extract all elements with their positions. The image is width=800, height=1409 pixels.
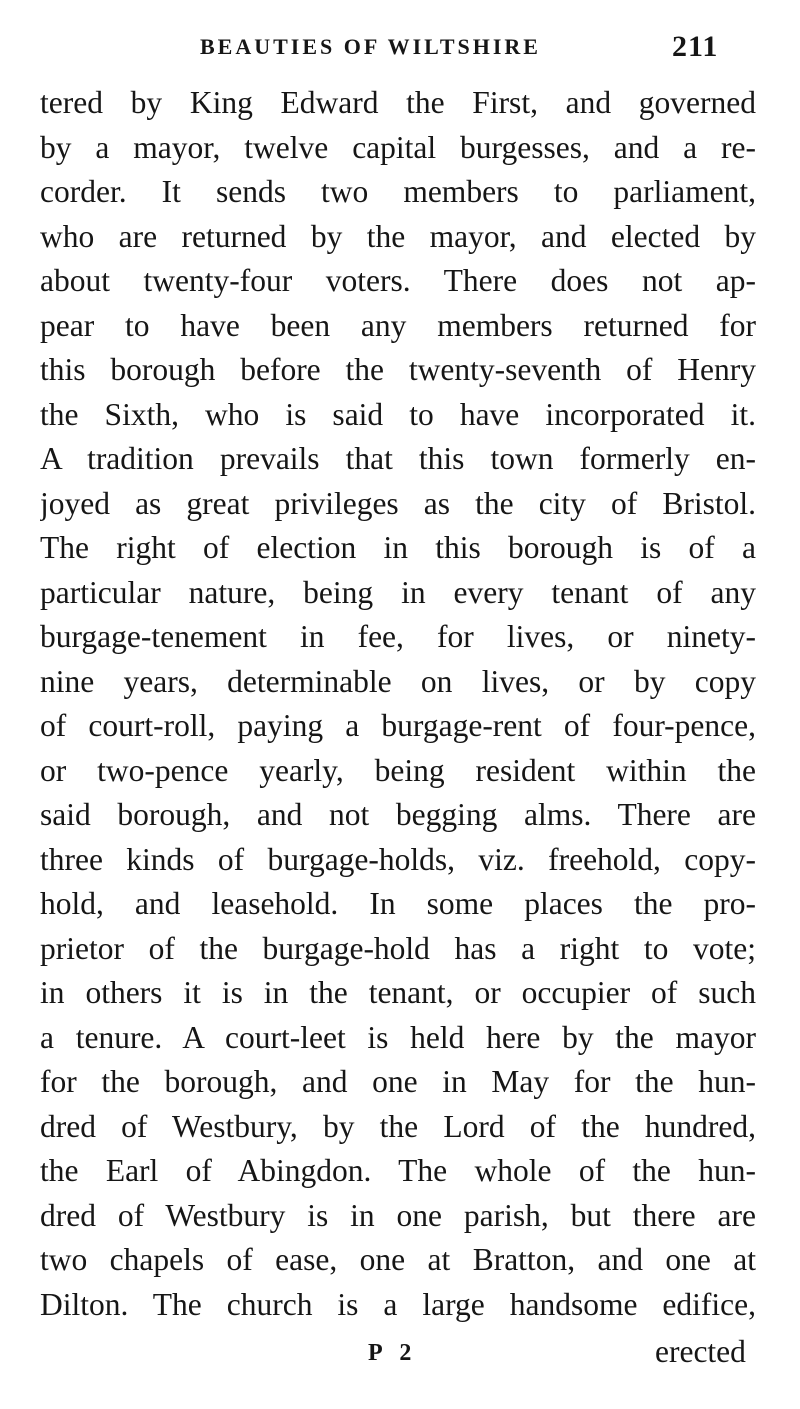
- text-line: who are returned by the mayor, and elected by: [40, 218, 756, 254]
- text-line: prietor of the burgage-hold has a right to vote;: [40, 930, 756, 966]
- text-line: hold, and leasehold. In some places the pro-: [40, 886, 756, 921]
- catchword: erected: [655, 1334, 746, 1369]
- text-line: the Sixth, who is said to have incorporated it.: [40, 396, 756, 432]
- text-line: two chapels of ease, one at Bratton, and one at: [40, 1242, 756, 1277]
- text-line: by a mayor, twelve capital burgesses, and a re-: [40, 129, 756, 165]
- text-line: the Earl of Abingdon. The whole of the hun-: [40, 1153, 756, 1188]
- text-line: pear to have been any members returned for: [40, 307, 756, 343]
- text-line: corder. It sends two members to parliament,: [40, 174, 756, 209]
- text-line: about twenty-four voters. There does not ap-: [40, 263, 756, 298]
- text-line: The right of election in this borough is of a: [40, 530, 756, 565]
- text-line: or two-pence yearly, being resident within the: [40, 752, 756, 788]
- running-title: BEAUTIES OF WILTSHIRE: [200, 34, 541, 59]
- page-footer: [0, 1330, 800, 1380]
- text-line: joyed as great privileges as the city of Bristol.: [40, 485, 756, 521]
- text-line: for the borough, and one in May for the hun-: [40, 1064, 756, 1099]
- text-line: burgage-tenement in fee, for lives, or ninety-: [40, 619, 756, 654]
- text-line: said borough, and not begging alms. There are: [40, 797, 756, 832]
- text-line: nine years, determinable on lives, or by copy: [40, 663, 756, 699]
- text-line: in others it is in the tenant, or occupier of such: [40, 975, 756, 1010]
- text-line: A tradition prevails that this town formerly en-: [40, 441, 756, 476]
- text-line: three kinds of burgage-holds, viz. freehold, copy-: [40, 841, 756, 877]
- text-line: this borough before the twenty-seventh of Henry: [40, 352, 756, 387]
- signature-mark: P 2: [368, 1340, 418, 1366]
- body-text: [40, 81, 756, 1327]
- text-line: particular nature, being in every tenant of any: [40, 574, 756, 610]
- text-line: tered by King Edward the First, and governed: [40, 85, 756, 120]
- page-number: 211: [672, 30, 719, 63]
- running-head: [0, 30, 800, 70]
- text-line: dred of Westbury, by the Lord of the hundred,: [40, 1108, 756, 1144]
- text-line: dred of Westbury is in one parish, but there are: [40, 1197, 756, 1233]
- text-line: Dilton. The church is a large handsome edifice,: [40, 1286, 756, 1322]
- text-line: of court-roll, paying a burgage-rent of four-pence,: [40, 708, 756, 743]
- text-line: a tenure. A court-leet is held here by the mayor: [40, 1019, 756, 1055]
